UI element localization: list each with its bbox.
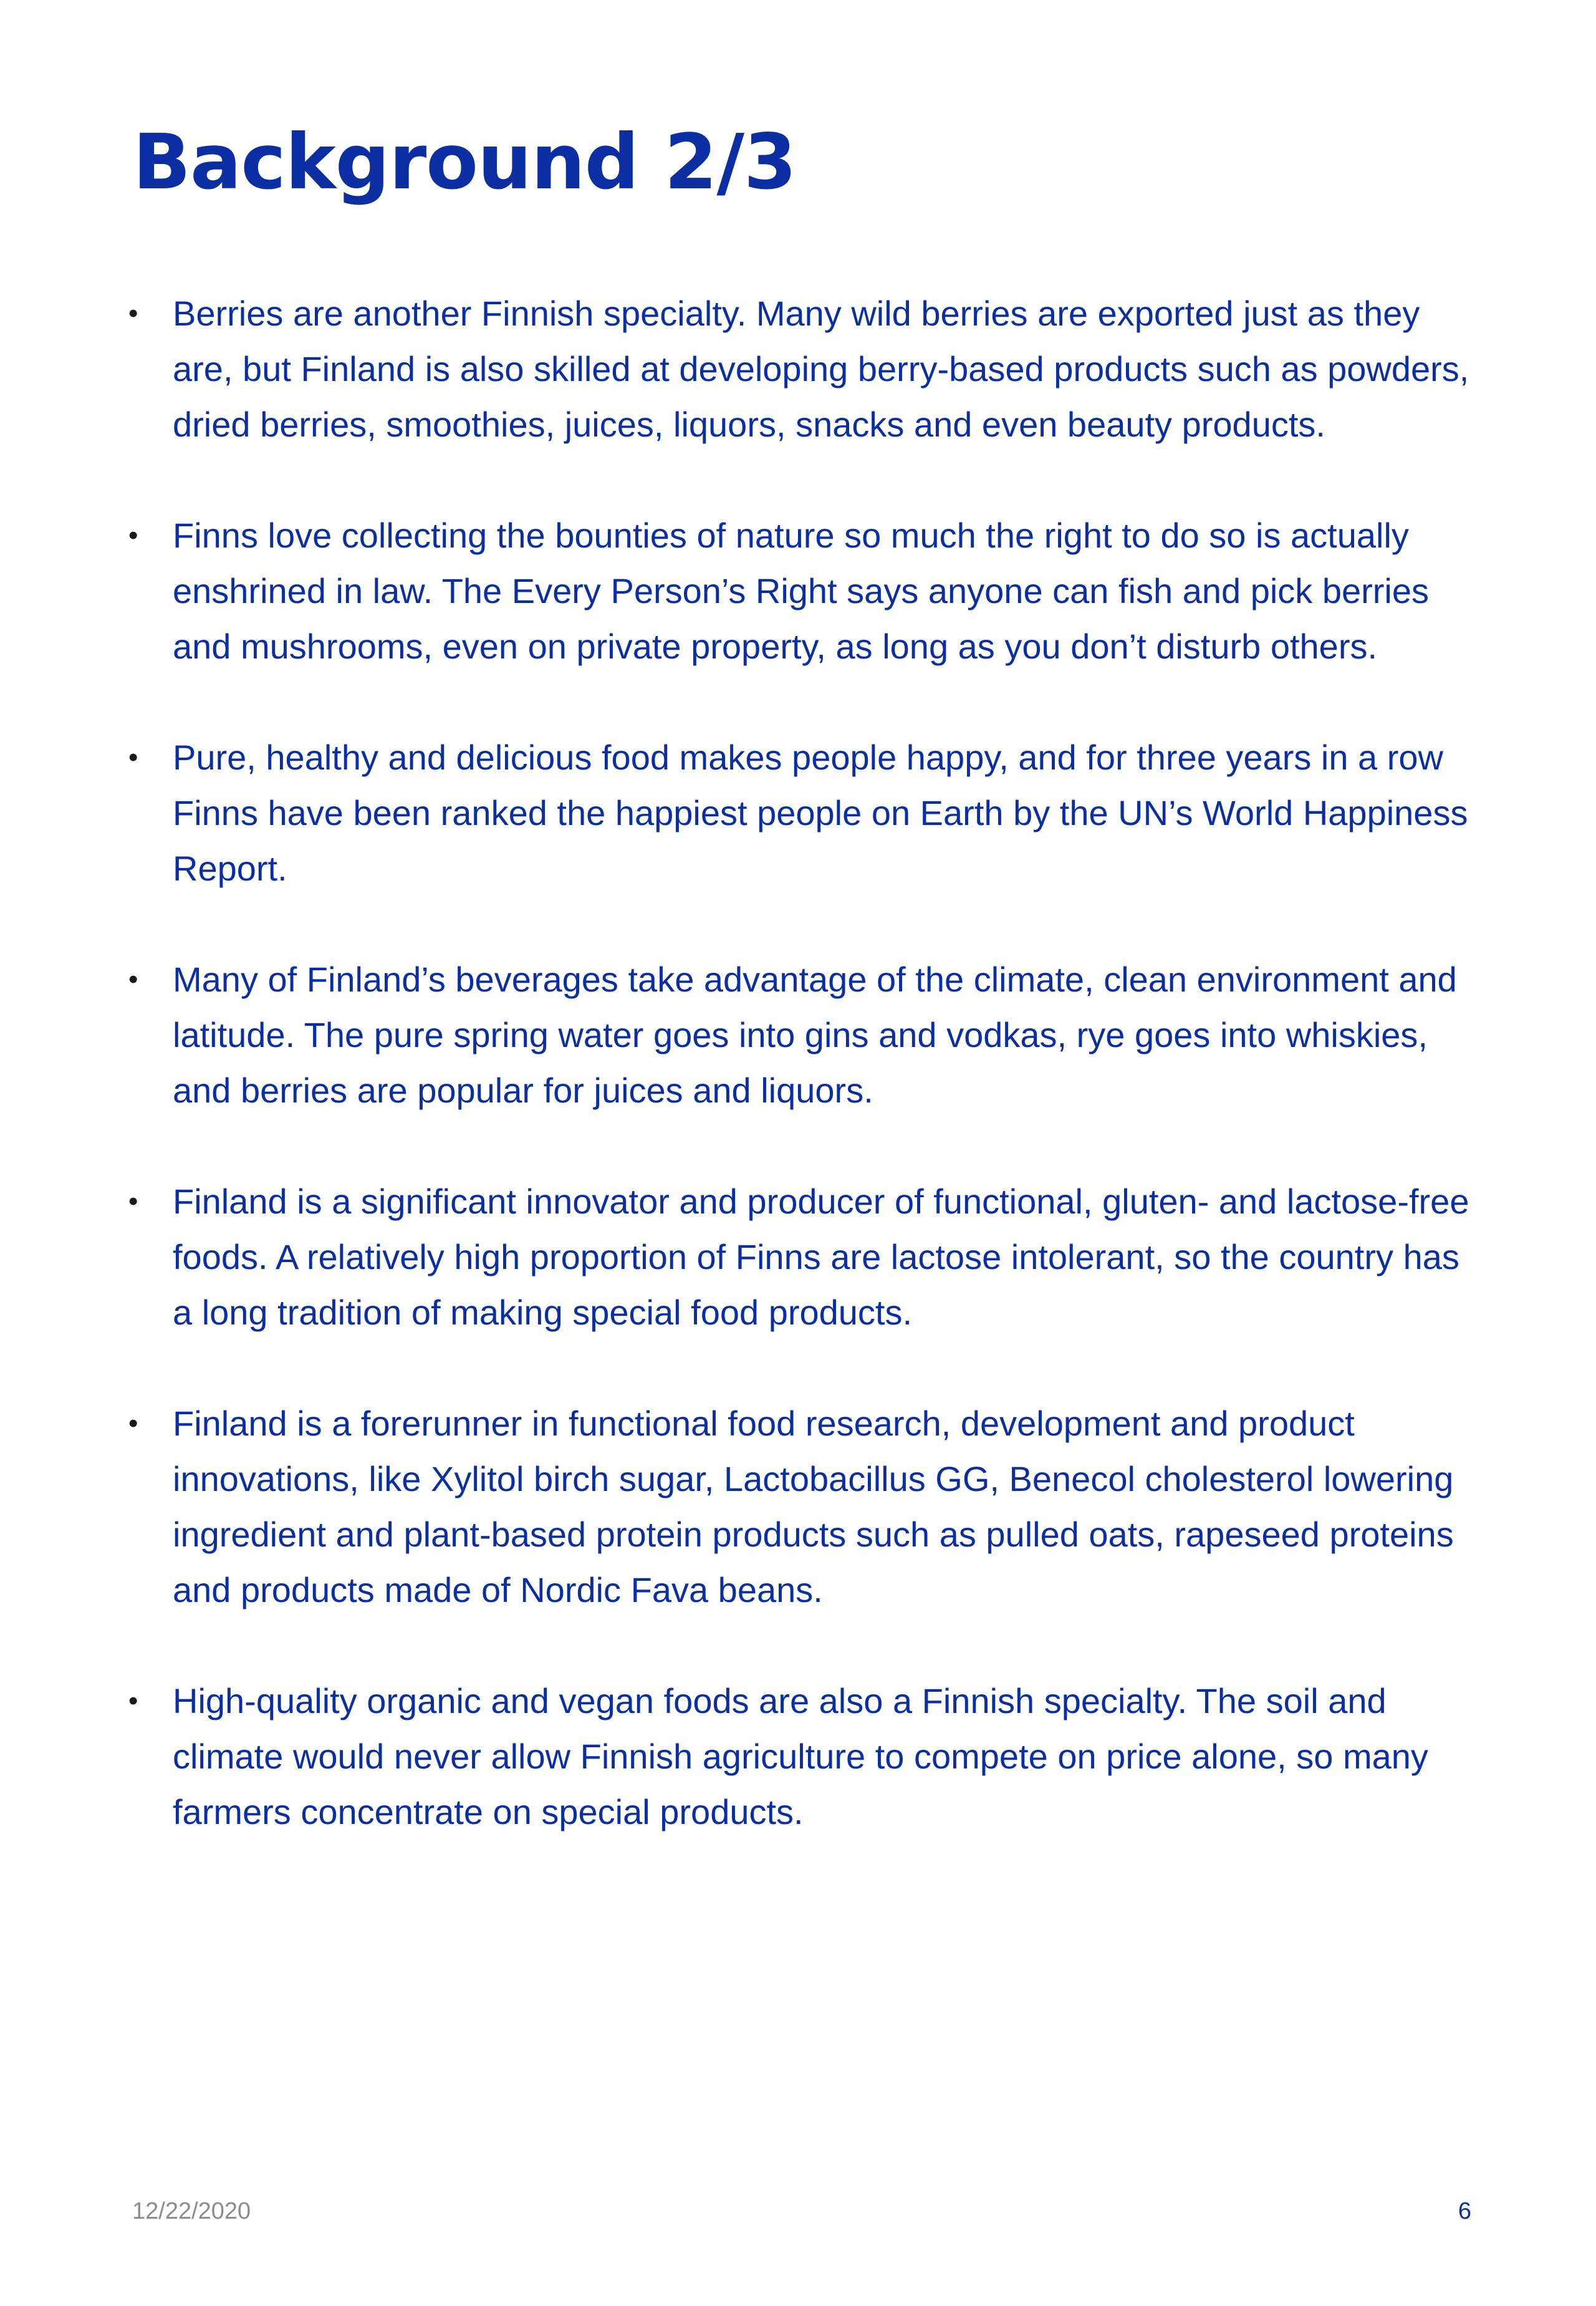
bullet-dot-icon: • xyxy=(128,298,138,329)
bullet-text: High-quality organic and vegan foods are also a Finnish specialty. The soil and climate would never allow Finnish agriculture to compete on price alone, so many farmers concentrate on special products. xyxy=(173,1681,1428,1831)
bullet-item xyxy=(0,1174,1596,1340)
bullet-dot-icon: • xyxy=(128,964,138,995)
bullet-dot-icon: • xyxy=(128,1186,138,1217)
bullet-dot-icon: • xyxy=(128,1408,138,1439)
bullet-list xyxy=(0,286,1596,1895)
bullet-item xyxy=(0,730,1596,896)
footer-date: 12/22/2020 xyxy=(132,2198,251,2224)
bullet-text: Berries are another Finnish specialty. Many wild berries are exported just as they are, but Finland is also skilled at developing berry-based products such as powders, dried berries, smoothies, juices, liquors, snacks and even beauty products. xyxy=(173,294,1469,444)
bullet-text: Many of Finland’s beverages take advantage of the climate, clean environment and latitude. The pure spring water goes into gins and vodkas, rye goes into whiskies, and berries are popular for juices and liquors. xyxy=(173,960,1457,1110)
bullet-text: Finland is a forerunner in functional food research, development and product innovations, like Xylitol birch sugar, Lactobacillus GG, Benecol cholesterol lowering ingredient and plant-based protein products such as pulled oats, rapeseed proteins and products made of Nordic Fava beans. xyxy=(173,1404,1454,1609)
bullet-item xyxy=(0,1673,1596,1840)
slide-title: Background 2/3 xyxy=(133,118,796,206)
bullet-text: Pure, healthy and delicious food makes people happy, and for three years in a row Finns have been ranked the happiest people on Earth by the UN’s World Happiness Report. xyxy=(173,738,1468,888)
page-number: 6 xyxy=(1458,2198,1471,2224)
bullet-item xyxy=(0,286,1596,452)
bullet-item xyxy=(0,952,1596,1118)
bullet-item xyxy=(0,508,1596,674)
bullet-item xyxy=(0,1396,1596,1618)
bullet-text: Finland is a significant innovator and producer of functional, gluten- and lactose-free foods. A relatively high proportion of Finns are lactose intolerant, so the country has a long tradition of making special food products. xyxy=(173,1182,1469,1332)
bullet-dot-icon: • xyxy=(128,520,138,551)
bullet-text: Finns love collecting the bounties of nature so much the right to do so is actually enshrined in law. The Every Person’s Right says anyone can fish and pick berries and mushrooms, even on private property, as long as you don’t disturb others. xyxy=(173,516,1430,666)
bullet-dot-icon: • xyxy=(128,1686,138,1716)
bullet-dot-icon: • xyxy=(128,742,138,773)
